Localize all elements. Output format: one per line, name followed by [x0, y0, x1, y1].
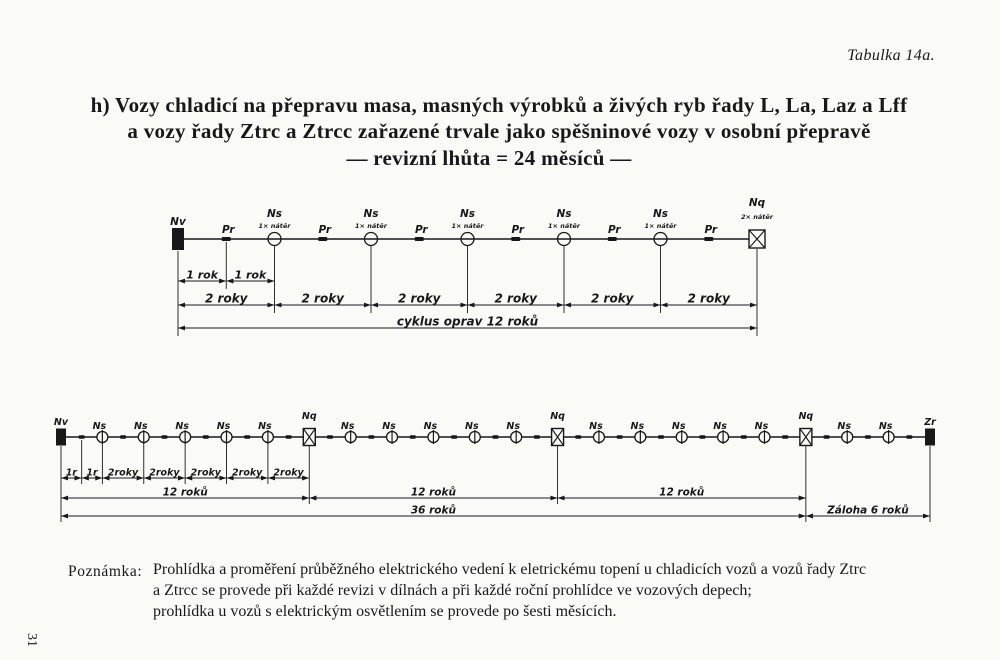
node-dash-marker	[415, 224, 429, 241]
dimension-label: 2roky	[107, 467, 139, 479]
node-circle-marker	[424, 421, 439, 444]
node-dash-marker	[824, 435, 830, 439]
dash-icon	[161, 435, 167, 439]
node-code-label: Pr	[607, 224, 621, 236]
dimension-label: 2roky	[149, 467, 180, 479]
crossed-box-icon	[749, 230, 765, 248]
dash-icon	[410, 435, 416, 439]
dimension-label: 2 roky	[687, 291, 730, 306]
node-circle-marker	[506, 421, 521, 444]
cross-icon	[552, 429, 564, 446]
node-code-label: Nv	[170, 216, 186, 228]
node-code-label: Ns	[258, 421, 272, 432]
node-code-label: Pr	[318, 224, 332, 236]
table-number: Tabulka 14a.	[847, 47, 935, 64]
cross-icon	[749, 230, 765, 248]
node-dash-marker	[534, 435, 540, 439]
circle-icon	[365, 233, 378, 246]
dash-icon	[203, 435, 209, 439]
node-dash-marker	[906, 435, 912, 439]
node-code-label: Nv	[53, 417, 69, 428]
dash-icon	[368, 435, 374, 439]
dash-icon	[415, 237, 424, 241]
dimension-label: 36 roků	[410, 504, 456, 517]
node-crossed-box-marker	[798, 411, 813, 446]
node-circle-marker	[217, 421, 232, 444]
circle-icon	[345, 432, 356, 443]
node-circle-marker	[452, 208, 485, 246]
node-circle-marker	[134, 421, 149, 444]
node-code-label: Ns	[589, 421, 603, 432]
dash-icon	[782, 435, 788, 439]
dash-icon	[222, 237, 231, 241]
node-crossed-box-marker	[741, 197, 774, 248]
dash-icon	[534, 435, 540, 439]
dimension-label: Záloha 6 roků	[827, 504, 909, 517]
node-dash-marker	[286, 435, 292, 439]
dash-icon	[120, 435, 126, 439]
node-coating-label: 2× nátěr	[741, 213, 773, 221]
node-circle-marker	[259, 208, 292, 246]
node-code-label: Ns	[133, 421, 148, 432]
node-code-label: Zr	[924, 417, 936, 428]
node-code-label: Ns	[754, 421, 769, 432]
circle-icon	[759, 432, 770, 443]
node-dash-marker	[511, 224, 525, 241]
node-crossed-box-marker	[302, 411, 317, 446]
circle-icon	[635, 432, 646, 443]
node-dash-marker	[658, 435, 664, 439]
node-filled-box-marker	[170, 216, 187, 250]
dash-icon	[865, 435, 871, 439]
crossed-box-icon	[303, 429, 315, 446]
dash-icon	[79, 435, 85, 439]
node-crossed-box-marker	[550, 411, 565, 446]
node-code-label: Ns	[671, 421, 686, 432]
node-code-label: Nq	[798, 411, 814, 422]
section-heading-line-1: h) Vozy chladicí na přepravu masa, masných výrobků a živých ryb řady L, La, Laz a Lff	[90, 93, 908, 117]
circle-icon	[262, 432, 273, 443]
dash-icon	[575, 435, 581, 439]
dash-icon	[244, 435, 250, 439]
circle-icon	[654, 233, 667, 246]
dimension-label: 2 roky	[301, 291, 344, 306]
node-dash-marker	[368, 435, 374, 439]
dash-icon	[617, 435, 623, 439]
dash-icon	[658, 435, 664, 439]
node-dash-marker	[741, 435, 747, 439]
node-circle-marker	[672, 421, 687, 444]
dimension-label: 12 roků	[162, 486, 208, 499]
section-heading-line-2: a vozy řady Ztrc a Ztrcc zařazené trvale jako spěšninové vozy v osobní přepravě	[127, 119, 871, 143]
dimension-label: 1 rok	[186, 268, 219, 282]
node-circle-marker	[93, 421, 108, 444]
node-filled-box-marker	[923, 417, 937, 446]
node-code-label: Ns	[216, 421, 231, 432]
node-circle-marker	[258, 421, 273, 444]
node-dash-marker	[222, 224, 236, 241]
cross-icon	[800, 429, 812, 446]
node-dash-marker	[161, 435, 167, 439]
circle-icon	[387, 432, 398, 443]
node-dash-marker	[327, 435, 333, 439]
node-circle-marker	[382, 421, 397, 444]
node-dash-marker	[203, 435, 209, 439]
dimension-label: 12 roků	[410, 486, 456, 499]
filled-box-icon	[56, 429, 66, 446]
circle-icon	[842, 432, 853, 443]
node-code-label: Pr	[221, 224, 235, 236]
node-code-label: Nq	[550, 411, 565, 422]
dash-icon	[327, 435, 333, 439]
node-circle-marker	[355, 208, 388, 246]
node-code-label: Ns	[92, 421, 107, 432]
service-life-diagram	[54, 411, 937, 522]
circle-icon	[558, 233, 571, 246]
dash-icon	[824, 435, 830, 439]
cross-icon	[303, 429, 315, 446]
inspection-interval-heading: — revizní lhůta = 24 měsíců —	[346, 146, 632, 170]
node-circle-marker	[341, 421, 356, 444]
node-code-label: Ns	[652, 208, 669, 220]
dimension-label: 2 roky	[398, 291, 441, 306]
dimension-label: 2roky	[190, 467, 222, 479]
dimension-label: 2 roky	[205, 291, 248, 306]
circle-icon	[268, 233, 281, 246]
crossed-box-icon	[800, 429, 812, 446]
dimension-label: 2roky	[273, 467, 304, 479]
dash-icon	[451, 435, 457, 439]
node-coating-label: 1× nátěr	[355, 222, 387, 230]
node-circle-marker	[645, 208, 678, 246]
node-circle-marker	[465, 421, 480, 444]
circle-icon	[428, 432, 439, 443]
node-code-label: Pr	[704, 224, 718, 236]
node-filled-box-marker	[54, 417, 69, 446]
filled-box-icon	[172, 228, 184, 250]
dash-icon	[608, 237, 617, 241]
node-circle-marker	[837, 421, 852, 444]
note-label: Poznámka:	[68, 563, 143, 580]
filled-box-icon	[925, 429, 935, 446]
node-circle-marker	[548, 208, 581, 246]
node-code-label: Ns	[630, 421, 645, 432]
node-dash-marker	[699, 435, 705, 439]
dimension-label: 2 roky	[591, 291, 634, 306]
node-circle-marker	[755, 421, 770, 444]
dimension-label: 2roky	[232, 467, 263, 479]
circle-icon	[97, 432, 108, 443]
dash-icon	[511, 237, 520, 241]
node-code-label: Ns	[340, 421, 355, 432]
node-dash-marker	[451, 435, 457, 439]
node-dash-marker	[782, 435, 788, 439]
circle-icon	[180, 432, 191, 443]
node-code-label: Nq	[301, 411, 317, 422]
node-circle-marker	[631, 421, 646, 444]
circle-icon	[883, 432, 894, 443]
node-dash-marker	[318, 224, 332, 241]
node-code-label: Ns	[175, 421, 189, 432]
node-code-label: Ns	[266, 208, 283, 220]
node-dash-marker	[865, 435, 871, 439]
dimension-label: 2 roky	[494, 291, 537, 306]
note-text-line: a Ztrcc se provede při každé revizi v dílnách a při každé roční prohlídce ve vozových depech;	[153, 582, 752, 599]
dash-icon	[704, 237, 713, 241]
dimension-label: 1r	[86, 467, 98, 479]
circle-icon	[138, 432, 149, 443]
node-code-label: Ns	[423, 421, 438, 432]
dash-icon	[493, 435, 499, 439]
node-coating-label: 1× nátěr	[644, 222, 677, 230]
node-code-label: Ns	[506, 421, 520, 432]
node-code-label: Ns	[465, 421, 479, 432]
circle-icon	[676, 432, 687, 443]
note-text-line: Prohlídka a proměření průběžného elektrického vedení k eletrickému topení u chladicích vozů a vozů řady Ztrc	[153, 561, 867, 578]
node-dash-marker	[79, 435, 85, 439]
node-code-label: Pr	[414, 224, 428, 236]
circle-icon	[469, 432, 480, 443]
node-dash-marker	[704, 224, 718, 241]
node-coating-label: 1× nátěr	[451, 222, 484, 230]
node-circle-marker	[175, 421, 190, 444]
circle-icon	[511, 432, 522, 443]
circle-icon	[718, 432, 729, 443]
page-number: 31	[24, 633, 39, 647]
node-dash-marker	[617, 435, 623, 439]
dimension-label: 1 rok	[234, 268, 267, 282]
circle-icon	[461, 233, 474, 246]
dimension-label: cyklus oprav 12 roků	[396, 314, 539, 329]
node-circle-marker	[589, 421, 604, 444]
node-code-label: Pr	[511, 224, 525, 236]
circle-icon	[593, 432, 604, 443]
node-circle-marker	[713, 421, 728, 444]
node-coating-label: 1× nátěr	[548, 222, 580, 230]
dimension-label: 1r	[65, 467, 77, 479]
node-code-label: Ns	[363, 208, 379, 220]
dash-icon	[286, 435, 292, 439]
node-dash-marker	[410, 435, 416, 439]
node-dash-marker	[608, 224, 622, 241]
dimension-label: 12 roků	[659, 486, 705, 499]
node-coating-label: 1× nátěr	[258, 222, 291, 230]
dash-icon	[318, 237, 327, 241]
node-circle-marker	[879, 421, 894, 444]
node-code-label: Ns	[459, 208, 476, 220]
node-dash-marker	[120, 435, 126, 439]
node-code-label: Nq	[748, 197, 766, 209]
node-code-label: Ns	[713, 421, 727, 432]
repair-cycle-diagram	[170, 197, 774, 336]
dash-icon	[906, 435, 912, 439]
node-code-label: Ns	[556, 208, 572, 220]
node-code-label: Ns	[382, 421, 396, 432]
dash-icon	[741, 435, 747, 439]
node-dash-marker	[244, 435, 250, 439]
node-code-label: Ns	[878, 421, 893, 432]
node-dash-marker	[575, 435, 581, 439]
dash-icon	[699, 435, 705, 439]
note-text-line: prohlídka u vozů s elektrickým osvětlením se provede po šesti měsících.	[153, 603, 617, 620]
crossed-box-icon	[552, 429, 564, 446]
node-dash-marker	[493, 435, 499, 439]
node-code-label: Ns	[837, 421, 852, 432]
circle-icon	[221, 432, 232, 443]
